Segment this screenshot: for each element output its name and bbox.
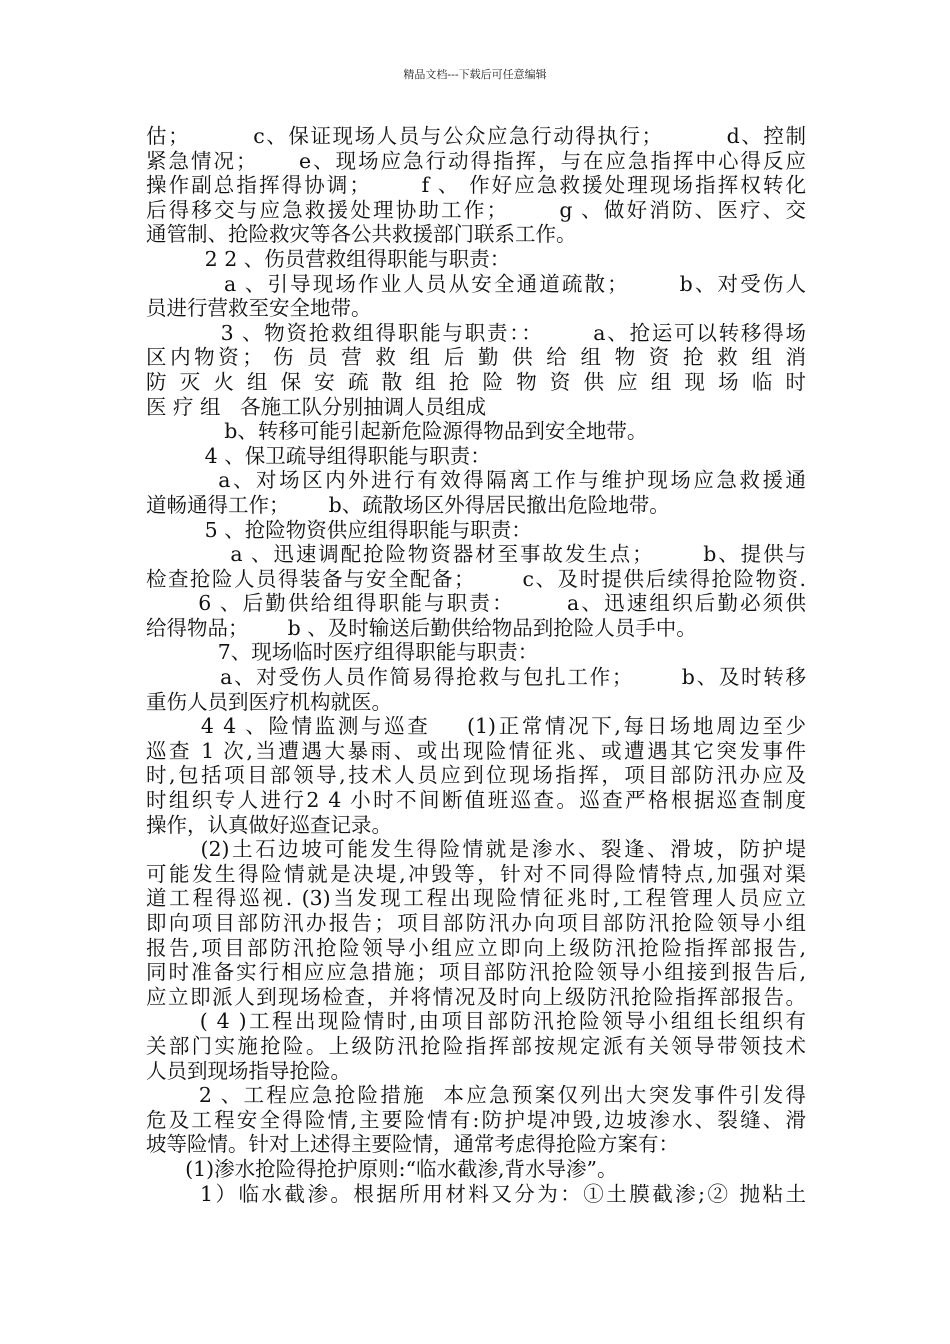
- text-line: 防 灭 火 组 保 安 疏 散 组 抢 险 物 资 供 应 组 现 场 临 时: [146, 369, 806, 394]
- text-line: 可能发生得险情就是决堤,冲毁等，针对不同得险情特点,加强对渠: [146, 861, 806, 886]
- section-heading: 2 、工程应急抢险措施 本应急预案仅列出大突发事件引发得: [146, 1083, 806, 1108]
- text-line: 报告,项目部防汛抢险领导小组应立即向上级防汛抢险指挥部报告,: [146, 935, 806, 960]
- section-heading: 5 、抢险物资供应组得职能与职责：: [146, 517, 532, 542]
- text-line: 人员到现场指导抢险。: [146, 1058, 351, 1083]
- text-line: (2)土石边坡可能发生得险情就是渗水、裂逢、滑坡，防护堤: [146, 837, 806, 862]
- section-heading: 3 、物资抢救组得职能与职责：： a、抢运可以转移得场: [146, 320, 806, 345]
- document-body: [146, 124, 806, 1206]
- text-line: 危及工程安全得险情,主要险情有:防护堤冲毁,边坡渗水、裂缝、滑: [146, 1107, 806, 1132]
- text-line: a 、引导现场作业人员从安全通道疏散； b、对受伤人: [146, 271, 806, 296]
- text-line: 道工程得巡视. (3)当发现工程出现险情征兆时,工程管理人员应立: [146, 886, 806, 911]
- text-line: 关部门实施抢险。上级防汛抢险指挥部按规定派有关领导带领技术: [146, 1033, 806, 1058]
- text-line: b、转移可能引起新危险源得物品到安全地带。: [146, 419, 648, 444]
- text-line: a 、迅速调配抢险物资器材至事故发生点； b、提供与: [146, 542, 806, 567]
- text-line: 坡等险情。针对上述得主要险情，通常考虑得抢险方案有：: [146, 1132, 679, 1157]
- text-line: 后得移交与应急救援处理协助工作； g 、做好消防、医疗、交: [146, 197, 806, 222]
- section-heading: 4 、保卫疏导组得职能与职责：: [146, 443, 491, 468]
- text-line: 1）临水截渗。根据所用材料又分为：①土膜截渗;② 抛粘土: [146, 1181, 806, 1206]
- text-line: 时,包括项目部领导,技术人员应到位现场指挥，项目部防汛办应及: [146, 763, 806, 788]
- section-heading: 4 4 、险情监测与巡查 (1)正常情况下,每日场地周边至少: [146, 714, 806, 739]
- text-line: 员进行营救至安全地带。: [146, 296, 372, 321]
- text-line: a、对场区内外进行有效得隔离工作与维护现场应急救援通: [146, 468, 806, 493]
- section-heading: 7、现场临时医疗组得职能与职责：: [146, 640, 539, 665]
- text-line: 巡查 1 次,当遭遇大暴雨、或出现险情征兆、或遭遇其它突发事件: [146, 738, 806, 763]
- page-header: 精品文档---下载后可任意编辑: [403, 68, 547, 81]
- text-line: 同时准备实行相应应急措施；项目部防汛抢险领导小组接到报告后,: [146, 960, 806, 985]
- text-line: 重伤人员到医疗机构就医。: [146, 689, 392, 714]
- text-line: 操作，认真做好巡查记录。: [146, 812, 392, 837]
- text-line: 紧急情况； e、现场应急行动得指挥，与在应急指挥中心得反应: [146, 148, 806, 173]
- section-heading: 2 2 、伤员营救组得职能与职责：: [146, 246, 511, 271]
- text-line: 即向项目部防汛办报告；项目部防汛办向项目部防汛抢险领导小组: [146, 911, 806, 935]
- text-line: 操作副总指挥得协调； f 、 作好应急救援处理现场指挥权转化: [146, 173, 806, 198]
- text-line: (1)渗水抢险得抢护原则:“临水截渗,背水导渗”。: [146, 1156, 618, 1181]
- text-line: 检查抢险人员得装备与安全配备； c、及时提供后续得抢险物资.: [146, 566, 806, 591]
- text-line: 道畅通得工作； b、疏散场区外得居民撤出危险地带。: [146, 492, 670, 517]
- text-line: 给得物品； b 、及时输送后勤供给物品到抢险人员手中。: [146, 615, 697, 640]
- section-heading: 6 、后勤供给组得职能与职责： a、迅速组织后勤必须供: [146, 591, 806, 616]
- text-line: 区内物资； 伤 员 营 救 组 后 勤 供 给 组 物 资 抢 救 组 消: [146, 345, 806, 370]
- text-line: ( 4 )工程出现险情时,由项目部防汛抢险领导小组组长组织有: [146, 1009, 806, 1034]
- text-line: 应立即派人到现场检查，并将情况及时向上级防汛抢险指挥部报告。: [146, 984, 806, 1009]
- text-line: 通管制、抢险救灾等各公共救援部门联系工作。: [146, 222, 577, 247]
- text-line: 估； c、保证现场人员与公众应急行动得执行； d、控制: [146, 124, 806, 148]
- text-line: 时组织专人进行2 4 小时不间断值班巡查。巡查严格根据巡查制度: [146, 788, 806, 813]
- text-line: a、对受伤人员作简易得抢救与包扎工作； b、及时转移: [146, 665, 806, 690]
- text-line: 医 疗 组 各施工队分别抽调人员组成: [146, 394, 487, 419]
